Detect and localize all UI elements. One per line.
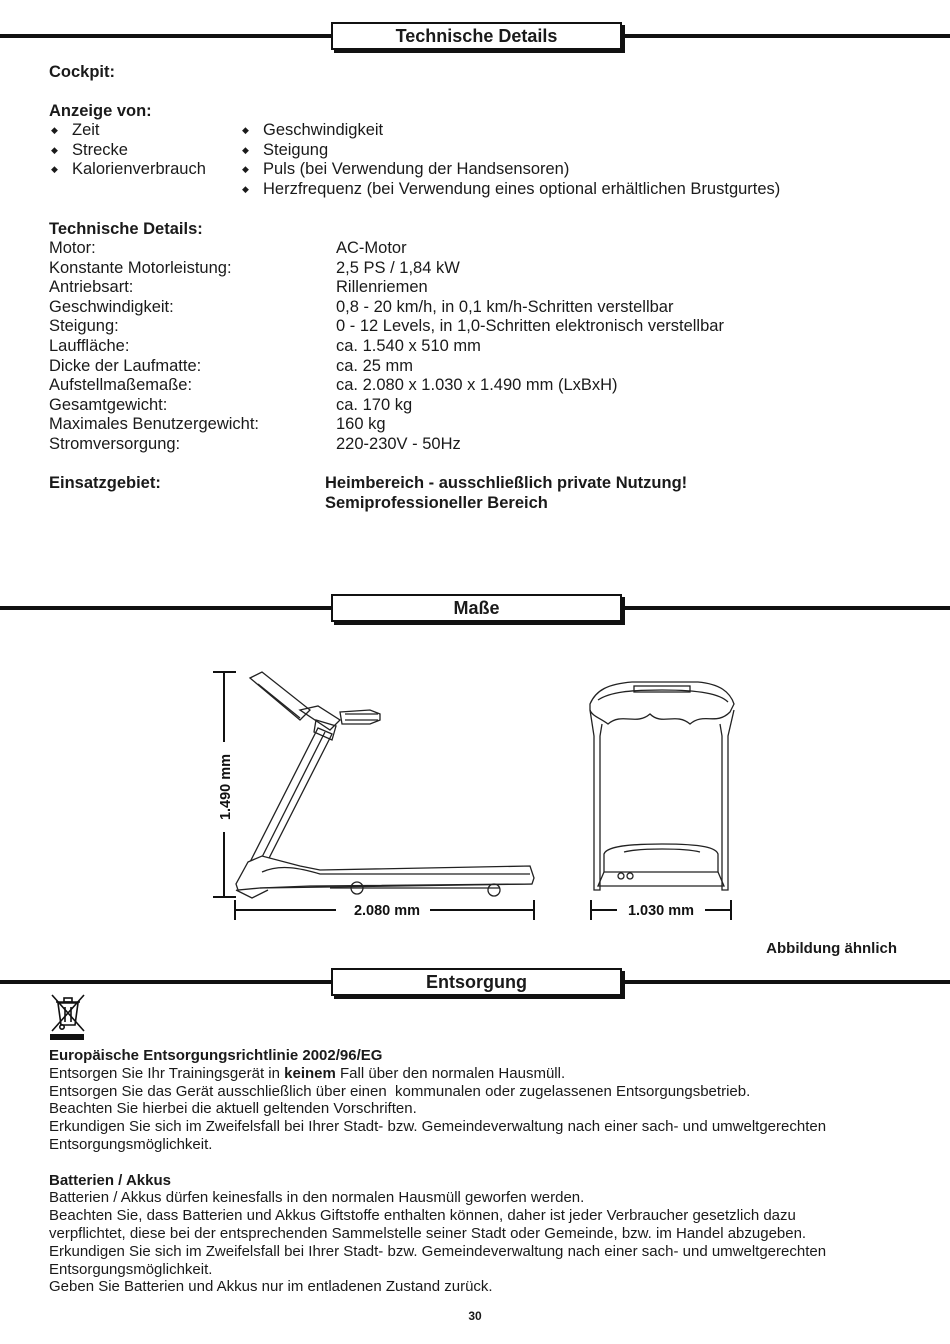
use-value: Semiprofessioneller Bereich (325, 494, 548, 512)
weee-heading: Europäische Entsorgungsrichtlinie 2002/96/EG (49, 1047, 383, 1064)
spec-key: Geschwindigkeit: (49, 297, 174, 316)
text-span: Fall über den normalen Hausmüll. (335, 1064, 566, 1082)
spec-value: 0 - 12 Levels, in 1,0-Schritten elektronisch verstellbar (336, 317, 724, 336)
spec-value: ca. 170 kg (336, 395, 413, 414)
spec-key: Antriebsart: (49, 278, 134, 297)
text-span-bold: keinem (284, 1064, 336, 1082)
spec-key: Maximales Benutzergewicht: (49, 415, 260, 434)
list-item: ◆ Steigung (240, 141, 780, 161)
paragraph: Beachten Sie hierbei die aktuell geltenden Vorschriften. (49, 1100, 417, 1118)
page-number: 30 (468, 1309, 482, 1323)
paragraph: Batterien / Akkus dürfen keinesfalls in den normalen Hausmüll geworfen werden. (49, 1189, 585, 1207)
spec-value: ca. 1.540 x 510 mm (336, 336, 481, 355)
spec-key: Aufstellmaßemaße: (49, 376, 193, 395)
section-title-technische-details: Technische Details (331, 22, 622, 50)
figure-note: Abbildung ähnlich (766, 940, 897, 957)
paragraph: Geben Sie Batterien und Akkus nur im entladenen Zustand zurück. (49, 1278, 493, 1296)
display-list-right (240, 121, 780, 199)
specs-table (49, 239, 724, 455)
cockpit-heading: Cockpit: (49, 63, 115, 81)
spec-row (49, 376, 724, 396)
spec-key: Stromversorgung: (49, 434, 181, 453)
treadmill-dimension-diagram (0, 640, 950, 940)
treadmill-front-view (590, 682, 734, 890)
spec-key: Steigung: (49, 317, 119, 336)
spec-row (49, 239, 724, 259)
spec-value: 220-230V - 50Hz (336, 434, 461, 453)
treadmill-side-view (236, 672, 534, 898)
list-item: ◆ Kalorienverbrauch (49, 160, 206, 180)
spec-value: ca. 25 mm (336, 356, 414, 375)
list-item: ◆ Herzfrequenz (bei Verwendung eines optional erhältlichen Brustgurtes) (240, 180, 780, 200)
section-title-entsorgung: Entsorgung (331, 968, 622, 996)
spec-value: 0,8 - 20 km/h, in 0,1 km/h-Schritten verstellbar (336, 297, 674, 316)
paragraph: Entsorgungsmöglichkeit. (49, 1135, 213, 1153)
display-list-left (49, 121, 206, 180)
specs-heading: Technische Details: (49, 220, 203, 238)
list-item: ◆ Zeit (49, 121, 206, 141)
spec-key: Konstante Motorleistung: (49, 258, 232, 277)
spec-row (49, 278, 724, 298)
spec-key: Dicke der Laufmatte: (49, 356, 202, 375)
weee-bin-icon (50, 993, 86, 1041)
width-label: 1.030 mm (627, 903, 695, 919)
spec-key: Motor: (49, 239, 96, 257)
spec-row (49, 259, 724, 279)
paragraph: Entsorgen Sie das Gerät ausschließlich über einen kommunalen oder zugelassenen Entsorgungsbetrieb. (49, 1082, 751, 1100)
spec-row (49, 435, 724, 455)
spec-value: ca. 2.080 x 1.030 x 1.490 mm (LxBxH) (336, 376, 618, 395)
spec-key: Lauffläche: (49, 336, 130, 355)
paragraph: Entsorgungsmöglichkeit. (49, 1260, 213, 1278)
spacer (49, 1154, 929, 1172)
paragraph: verpflichtet, diese bei der entsprechenden Sammelstelle seiner Stadt oder Gemeinde, bzw. im Handel abzugeben. (49, 1224, 807, 1242)
paragraph: Erkundigen Sie sich im Zweifelsfall bei Ihrer Stadt- bzw. Gemeindeverwaltung nach einer sach- und umweltgerechten (49, 1118, 827, 1136)
list-item: ◆ Strecke (49, 141, 206, 161)
spec-row (49, 317, 724, 337)
section-title-masse: Maße (331, 594, 622, 622)
spec-value: 2,5 PS / 1,84 kW (336, 258, 460, 277)
paragraph: Erkundigen Sie sich im Zweifelsfall bei Ihrer Stadt- bzw. Gemeindeverwaltung nach einer sach- und umweltgerechten (49, 1242, 827, 1260)
list-item: ◆ Puls (bei Verwendung der Handsensoren) (240, 160, 780, 180)
spec-value: AC-Motor (336, 239, 407, 257)
disposal-text (49, 1047, 929, 1296)
battery-heading: Batterien / Akkus (49, 1171, 171, 1189)
spec-row (49, 298, 724, 318)
length-label: 2.080 mm (353, 903, 421, 919)
spec-value: 160 kg (336, 415, 386, 434)
paragraph (49, 1065, 929, 1083)
spec-row (49, 396, 724, 416)
use-value: Heimbereich - ausschließlich private Nutzung! (325, 474, 688, 492)
paragraph: Beachten Sie, dass Batterien und Akkus Giftstoffe enthalten können, daher ist jeder Verbraucher gesetzlich dazu (49, 1207, 796, 1225)
display-heading: Anzeige von: (49, 102, 152, 120)
text-span: Entsorgen Sie Ihr Trainingsgerät in (49, 1064, 285, 1082)
height-label: 1.490 mm (218, 753, 234, 821)
spec-key: Gesamtgewicht: (49, 395, 168, 414)
spec-row (49, 337, 724, 357)
spec-row (49, 357, 724, 377)
list-item: ◆ Geschwindigkeit (240, 121, 780, 141)
spec-value: Rillenriemen (336, 278, 428, 297)
spec-row (49, 415, 724, 435)
use-label: Einsatzgebiet: (49, 474, 161, 492)
